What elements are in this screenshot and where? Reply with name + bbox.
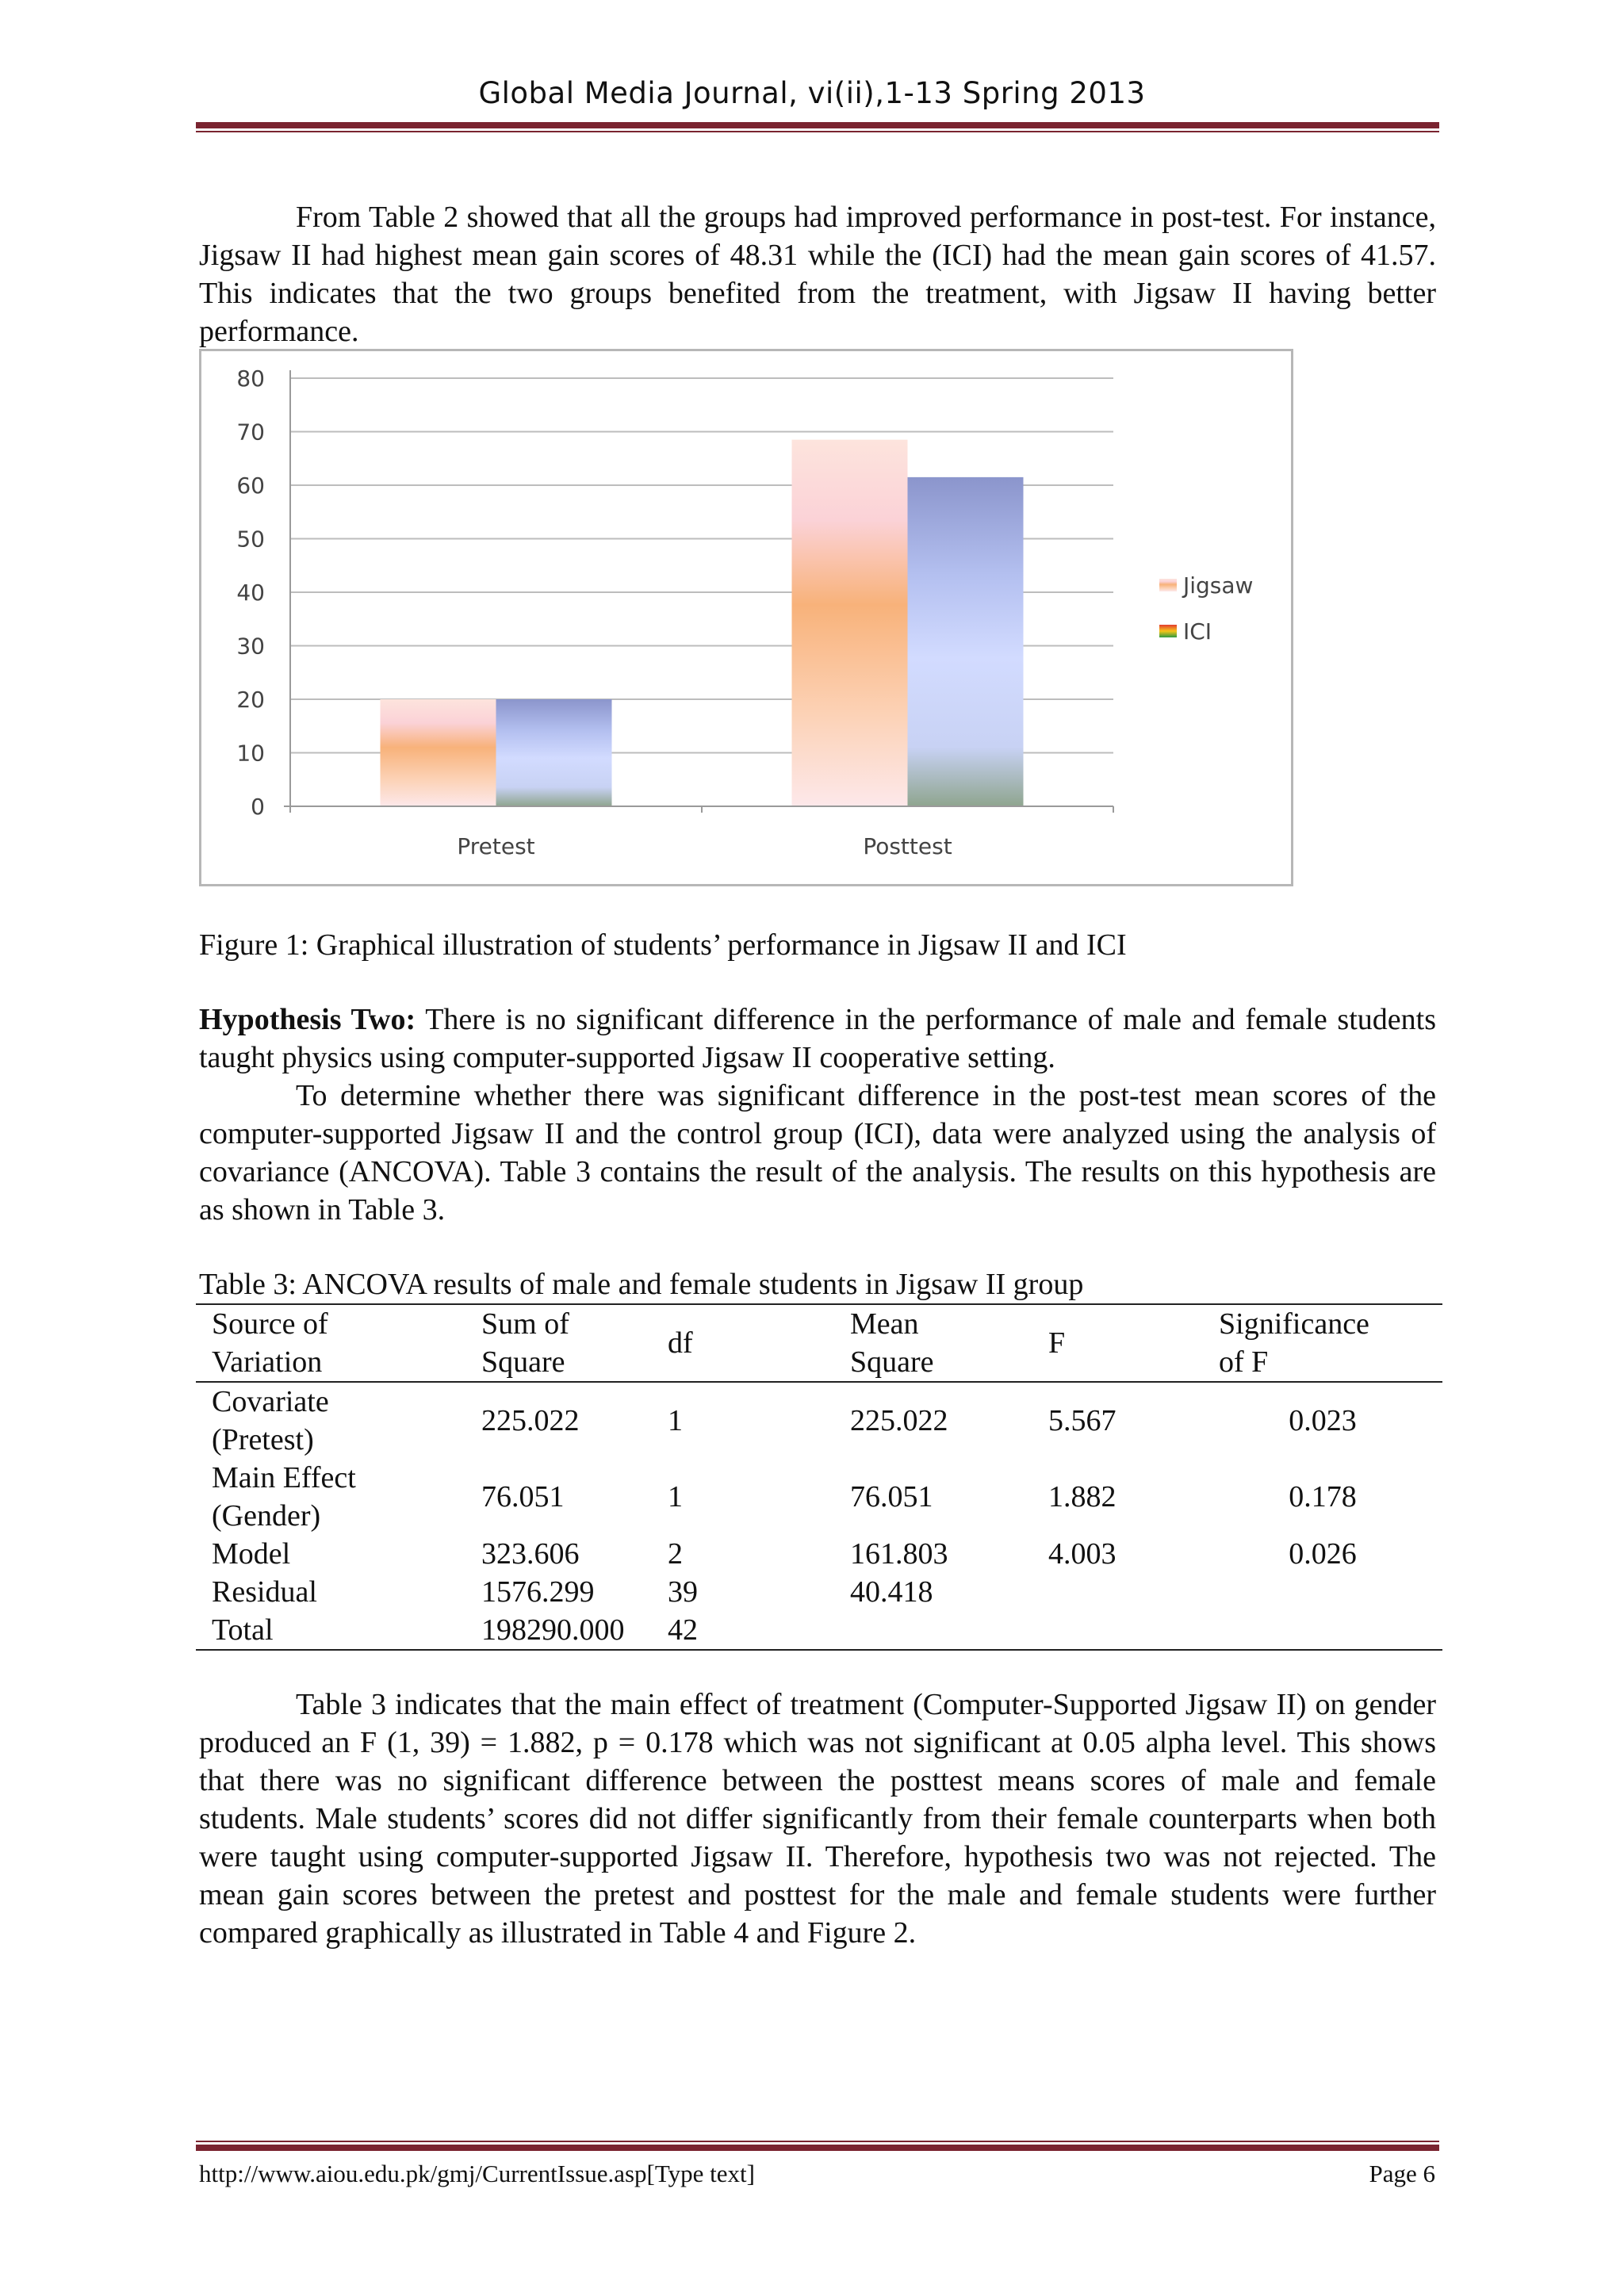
hypothesis-section — [199, 1001, 1436, 1229]
cell-sig — [1203, 1611, 1442, 1650]
y-tick-label: 20 — [236, 687, 265, 713]
header-source: Source of Variation — [212, 1307, 328, 1379]
header-rule-thin — [196, 131, 1439, 132]
y-tick-label: 70 — [236, 419, 265, 446]
cell-sig: 0.023 — [1289, 1404, 1357, 1437]
y-tick-label: 0 — [251, 794, 265, 820]
cell-source: Main Effect (Gender) — [212, 1461, 356, 1533]
discussion-section — [199, 1686, 1436, 1952]
cell-f — [1032, 1573, 1203, 1611]
method-paragraph: To determine whether there was significant difference in the post-test mean scores of the computer-supported Jigsaw II and the control group (ICI), data were analyzed using the analysis of covariance (ANCOVA). Table 3 contains the result of the analysis. The results on this hypothesis are as shown in Table 3. — [199, 1079, 1436, 1226]
bar-ici-pretest — [496, 699, 612, 806]
footer-rule-thick — [196, 2145, 1439, 2151]
cell-sum: 323.606 — [481, 1537, 580, 1571]
cell-sum: 198290.000 — [481, 1613, 625, 1647]
hypothesis-label: Hypothesis Two: — [199, 1003, 416, 1036]
intro-paragraph — [199, 198, 1436, 350]
cell-sum: 225.022 — [481, 1404, 580, 1437]
cell-mean — [834, 1611, 1032, 1650]
ancova-table — [196, 1303, 1442, 1651]
bar-chart-frame — [199, 349, 1293, 886]
cell-df: 39 — [668, 1575, 698, 1609]
cell-source: Covariate (Pretest) — [212, 1385, 329, 1456]
header-df: df — [668, 1326, 693, 1360]
bar-jigsaw-pretest — [381, 699, 496, 806]
header-f: F — [1048, 1326, 1066, 1360]
hypothesis-text: There is no significant difference in the performance of male and female students taught physics using computer-supported Jigsaw II cooperative setting. — [199, 1003, 1436, 1074]
cell-sig — [1203, 1573, 1442, 1611]
header-sum-of-square: Sum of Square — [481, 1307, 569, 1379]
x-tick-label: Posttest — [863, 833, 952, 859]
x-tick-label: Pretest — [457, 833, 535, 859]
cell-df: 1 — [668, 1480, 683, 1513]
y-tick-label: 40 — [236, 580, 265, 606]
discussion-paragraph: Table 3 indicates that the main effect of treatment (Computer-Supported Jigsaw II) on gender produced an F (1, 39) = 1.882, p = 0.178 which was not significant at 0.05 alpha level. This shows that there was no significant difference between the posttest means scores of male and female students. Male students’ scores did not differ significantly from their female counterparts when both were taught using computer-supported Jigsaw II. Therefore, hypothesis two was not rejected. The mean gain scores between the pretest and posttest for the male and female students were further compared graphically as illustrated in Table 4 and Figure 2. — [199, 1688, 1436, 1950]
legend-swatch-ici — [1159, 625, 1177, 637]
cell-mean: 76.051 — [850, 1480, 933, 1513]
page-number: Page 6 — [1369, 2160, 1435, 2187]
table-row — [196, 1535, 1442, 1573]
y-tick-label: 10 — [236, 740, 265, 767]
y-tick-label: 50 — [236, 526, 265, 553]
cell-f: 5.567 — [1048, 1404, 1116, 1437]
y-tick-label: 80 — [236, 365, 265, 392]
table-title: Table 3: ANCOVA results of male and female students in Jigsaw II group — [199, 1268, 1084, 1301]
table-row — [196, 1459, 1442, 1535]
legend-label-ici: ICI — [1183, 618, 1212, 645]
table-row — [196, 1611, 1442, 1650]
footer-rule-thin — [196, 2141, 1439, 2142]
cell-sum: 1576.299 — [481, 1575, 595, 1609]
y-tick-label: 30 — [236, 633, 265, 660]
header-significance: Significance of F — [1219, 1307, 1369, 1379]
cell-mean: 161.803 — [850, 1537, 948, 1571]
cell-sum: 76.051 — [481, 1480, 565, 1513]
footer-url[interactable]: http://www.aiou.edu.pk/gmj/CurrentIssue.asp[Type text] — [199, 2160, 755, 2187]
figure-caption: Figure 1: Graphical illustration of students’ performance in Jigsaw II and ICI — [199, 928, 1127, 962]
bar-ici-posttest — [908, 477, 1024, 806]
cell-mean: 40.418 — [850, 1575, 933, 1609]
bar-chart — [201, 351, 1291, 884]
cell-f — [1032, 1611, 1203, 1650]
journal-header: Global Media Journal, vi(ii),1-13 Spring 2013 — [478, 76, 1146, 110]
table-header-row — [196, 1304, 1442, 1382]
bar-jigsaw-posttest — [792, 440, 908, 806]
cell-mean: 225.022 — [850, 1404, 948, 1437]
table-row — [196, 1382, 1442, 1459]
cell-source: Total — [212, 1613, 274, 1647]
cell-df: 1 — [668, 1404, 683, 1437]
cell-sig: 0.178 — [1289, 1480, 1357, 1513]
cell-source: Model — [212, 1537, 291, 1571]
cell-sig: 0.026 — [1289, 1537, 1357, 1571]
cell-source: Residual — [212, 1575, 317, 1609]
cell-f: 1.882 — [1048, 1480, 1116, 1513]
paragraph-text: From Table 2 showed that all the groups had improved performance in post-test. For instance, Jigsaw II had highest mean gain scores of 48.31 while the (ICI) had the mean gain scores of 41.57. This indicates that the two groups benefited from the treatment, with Jigsaw II having better performance. — [199, 201, 1436, 348]
cell-df: 2 — [668, 1537, 683, 1571]
legend-swatch-jigsaw — [1159, 579, 1177, 591]
cell-f: 4.003 — [1048, 1537, 1116, 1571]
header-mean-square: Mean Square — [850, 1307, 934, 1379]
y-tick-label: 60 — [236, 473, 265, 499]
hypothesis-paragraph — [199, 1001, 1436, 1077]
legend-label-jigsaw: Jigsaw — [1183, 572, 1254, 599]
table-row — [196, 1573, 1442, 1611]
cell-df: 42 — [668, 1613, 698, 1647]
header-rule-thick — [196, 122, 1439, 128]
